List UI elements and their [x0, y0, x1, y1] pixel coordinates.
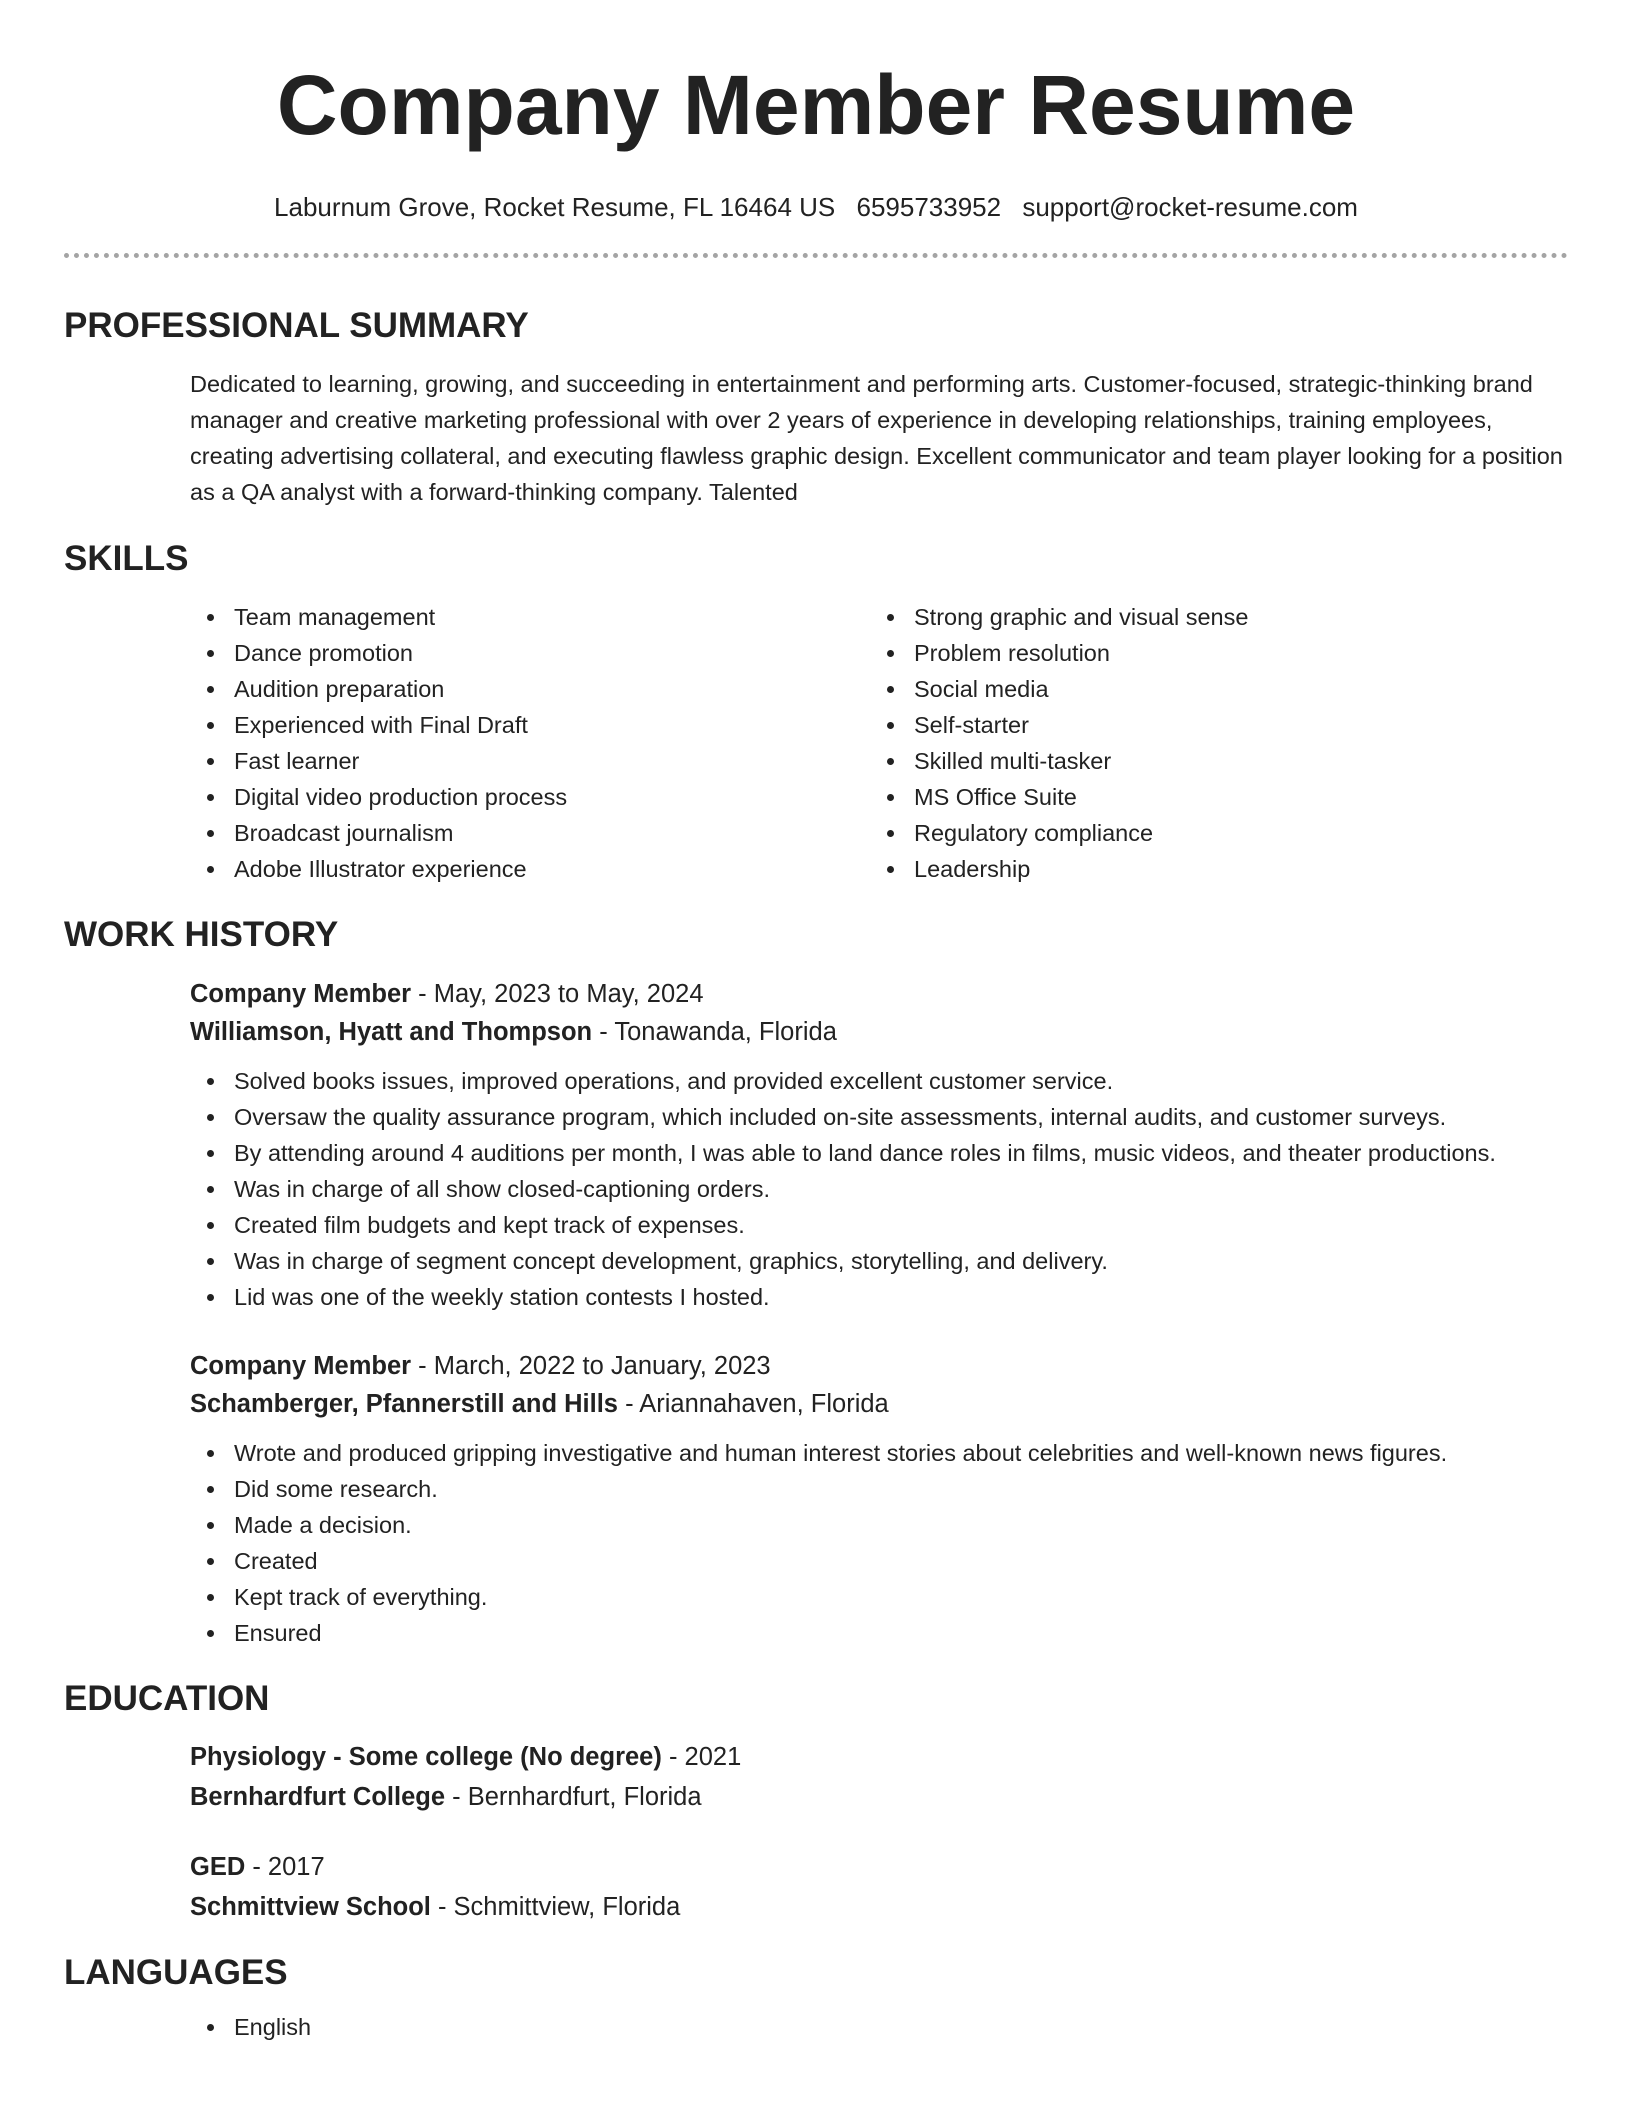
work-history-heading: WORK HISTORY [64, 915, 339, 954]
job-duties [190, 1435, 1568, 1651]
skill-item: Adobe Illustrator experience [190, 851, 870, 887]
education-heading: EDUCATION [64, 1679, 270, 1718]
job-duty: Oversaw the quality assurance program, which included on-site assessments, internal audits, and customer surveys. [190, 1099, 1568, 1135]
job-duty: Was in charge of all show closed-captioning orders. [190, 1171, 1568, 1207]
education-school-line [190, 1887, 1632, 1927]
job-duty: Was in charge of segment concept development, graphics, storytelling, and delivery. [190, 1243, 1568, 1279]
education-entry [190, 1847, 1632, 1927]
skill-item: Skilled multi-tasker [870, 743, 1550, 779]
address: Laburnum Grove, Rocket Resume, FL 16464 US [274, 192, 836, 222]
header-divider [64, 253, 1568, 258]
skills-column-right [870, 599, 1550, 887]
skill-item: Broadcast journalism [190, 815, 870, 851]
summary-text: Dedicated to learning, growing, and succeeding in entertainment and performing arts. Customer-focused, strategic-thinking brand manager and creative marketing professional with over 2 years of experience in developing relationships, training employees, creating advertising collateral, and executing flawless graphic design. Excellent communicator and team player looking for a position as a QA analyst with a forward-thinking company. Talented [190, 371, 1563, 505]
skill-item: Audition preparation [190, 671, 870, 707]
job-title-line [190, 1347, 1632, 1385]
job-company-line [190, 1013, 1632, 1051]
education-year: - 2017 [245, 1853, 325, 1881]
job-entry [190, 975, 1632, 1315]
skill-item: MS Office Suite [870, 779, 1550, 815]
skill-item: Social media [870, 671, 1550, 707]
skill-item: Regulatory compliance [870, 815, 1550, 851]
job-duty: Ensured [190, 1615, 1568, 1651]
skill-item: Team management [190, 599, 870, 635]
job-company: Williamson, Hyatt and Thompson [190, 1018, 593, 1046]
education-degree-line [190, 1737, 1632, 1777]
skill-item: Problem resolution [870, 635, 1550, 671]
education-school-line [190, 1777, 1632, 1817]
language-item: English [190, 2009, 1632, 2045]
education-degree: Physiology - Some college (No degree) [190, 1743, 662, 1771]
skill-item: Strong graphic and visual sense [870, 599, 1550, 635]
skills-list [190, 599, 1632, 887]
contact-line [0, 191, 1632, 223]
job-duty: By attending around 4 auditions per month, I was able to land dance roles in films, music videos, and theater productions. [190, 1135, 1568, 1171]
education-degree: GED [190, 1853, 246, 1881]
job-role: Company Member [190, 980, 412, 1008]
job-location: - Ariannahaven, Florida [617, 1390, 889, 1418]
job-role: Company Member [190, 1352, 412, 1380]
job-company: Schamberger, Pfannerstill and Hills [190, 1390, 618, 1418]
skill-item: Experienced with Final Draft [190, 707, 870, 743]
job-duty: Wrote and produced gripping investigative and human interest stories about celebrities and well-known news figures. [190, 1435, 1568, 1471]
job-duty: Created film budgets and kept track of expenses. [190, 1207, 1568, 1243]
education-degree-line [190, 1847, 1632, 1887]
email: support@rocket-resume.com [1022, 192, 1358, 222]
education-location: - Schmittview, Florida [430, 1893, 681, 1921]
job-title-line [190, 975, 1632, 1013]
languages-list [190, 2009, 1632, 2045]
job-duties [190, 1063, 1568, 1315]
summary-heading: PROFESSIONAL SUMMARY [64, 306, 529, 345]
job-dates: - March, 2022 to January, 2023 [411, 1352, 771, 1380]
education-location: - Bernhardfurt, Florida [445, 1783, 702, 1811]
job-duty: Created [190, 1543, 1568, 1579]
job-duty: Kept track of everything. [190, 1579, 1568, 1615]
languages-heading: LANGUAGES [64, 1953, 288, 1992]
job-duty: Did some research. [190, 1471, 1568, 1507]
skills-column-left [190, 599, 870, 887]
job-dates: - May, 2023 to May, 2024 [411, 980, 704, 1008]
skill-item: Leadership [870, 851, 1550, 887]
skill-item: Self-starter [870, 707, 1550, 743]
job-entry [190, 1347, 1632, 1651]
education-school: Schmittview School [190, 1893, 431, 1921]
resume-title: Company Member Resume [276, 58, 1356, 152]
skill-item: Dance promotion [190, 635, 870, 671]
job-duty: Lid was one of the weekly station contests I hosted. [190, 1279, 1568, 1315]
skill-item: Digital video production process [190, 779, 870, 815]
job-location: - Tonawanda, Florida [592, 1018, 837, 1046]
job-company-line [190, 1385, 1632, 1423]
skill-item: Fast learner [190, 743, 870, 779]
phone: 6595733952 [856, 192, 1002, 222]
education-year: - 2021 [661, 1743, 742, 1771]
education-entry [190, 1737, 1632, 1817]
job-duty: Made a decision. [190, 1507, 1568, 1543]
job-duty: Solved books issues, improved operations, and provided excellent customer service. [190, 1063, 1568, 1099]
skills-heading: SKILLS [64, 539, 189, 578]
education-school: Bernhardfurt College [190, 1783, 446, 1811]
